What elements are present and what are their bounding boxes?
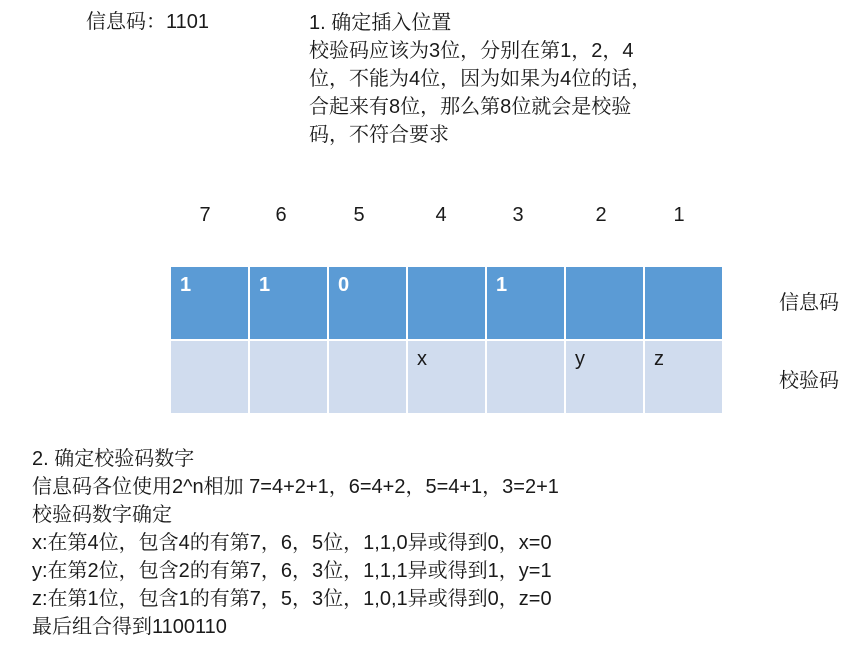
info-bit-cell bbox=[565, 267, 644, 340]
step2-line: 校验码数字确定 bbox=[32, 504, 172, 526]
check-bit-value bbox=[250, 341, 327, 347]
step1-line: 校验码应该为3位，分别在第1，2，4 bbox=[309, 40, 634, 62]
check-bits-row bbox=[171, 340, 722, 413]
step1-text-block bbox=[309, 9, 709, 149]
step1-line: 位，不能为4位，因为如果为4位的话， bbox=[309, 68, 652, 90]
step2-heading: 2. 确定校验码数字 bbox=[32, 448, 195, 470]
info-bit-value bbox=[645, 267, 722, 273]
check-bit-value bbox=[487, 341, 564, 347]
step2-line: 信息码各位使用2^n相加 7=4+2+1，6=4+2，5=4+1，3=2+1 bbox=[32, 476, 559, 498]
step2-line: z:在第1位，包含1的有第7，5，3位，1,0,1异或得到0，z=0 bbox=[32, 588, 552, 610]
info-code-title: 信息码：1101 bbox=[86, 11, 210, 33]
info-bit-cell bbox=[249, 267, 328, 340]
bit-position-label: 2 bbox=[595, 204, 607, 226]
check-bit-cell bbox=[407, 340, 486, 413]
check-bit-cell bbox=[486, 340, 565, 413]
hamming-code-table bbox=[171, 267, 722, 413]
check-bit-cell bbox=[249, 340, 328, 413]
bit-position-row bbox=[0, 202, 867, 228]
info-row-label: 信息码 bbox=[779, 292, 839, 314]
check-row-label: 校验码 bbox=[779, 370, 839, 392]
info-bit-cell bbox=[486, 267, 565, 340]
step1-heading: 1. 确定插入位置 bbox=[309, 12, 452, 34]
check-bit-value bbox=[171, 341, 248, 347]
step2-line: x:在第4位，包含4的有第7，6，5位，1,1,0异或得到0，x=0 bbox=[32, 532, 552, 554]
bit-position-label: 7 bbox=[199, 204, 211, 226]
step2-text-block bbox=[32, 445, 559, 641]
check-bit-cell bbox=[644, 340, 722, 413]
info-bit-cell bbox=[644, 267, 722, 340]
info-bit-value bbox=[566, 267, 643, 273]
step1-line: 码，不符合要求 bbox=[309, 124, 449, 146]
bit-position-label: 3 bbox=[512, 204, 524, 226]
step2-line: y:在第2位，包含2的有第7，6，3位，1,1,1异或得到1，y=1 bbox=[32, 560, 552, 582]
info-bit-value: 1 bbox=[496, 274, 508, 296]
info-bit-cell bbox=[171, 267, 249, 340]
step1-line: 合起来有8位，那么第8位就会是校验 bbox=[309, 96, 632, 118]
info-bit-value: 1 bbox=[180, 274, 192, 296]
info-bits-row bbox=[171, 267, 722, 340]
step2-line: 最后组合得到1100110 bbox=[32, 616, 227, 638]
bit-position-label: 4 bbox=[435, 204, 447, 226]
info-bit-cell bbox=[407, 267, 486, 340]
check-bit-cell bbox=[328, 340, 407, 413]
check-bit-cell bbox=[171, 340, 249, 413]
bit-position-label: 6 bbox=[275, 204, 287, 226]
info-bit-value: 1 bbox=[259, 274, 271, 296]
check-bit-value bbox=[329, 341, 406, 347]
check-bit-value: y bbox=[575, 348, 585, 370]
bit-position-label: 1 bbox=[673, 204, 685, 226]
check-bit-value: x bbox=[417, 348, 427, 370]
info-bit-cell bbox=[328, 267, 407, 340]
bit-position-label: 5 bbox=[353, 204, 365, 226]
check-bit-cell bbox=[565, 340, 644, 413]
info-bit-value: 0 bbox=[338, 274, 350, 296]
info-bit-value bbox=[408, 267, 485, 273]
check-bit-value: z bbox=[654, 348, 664, 370]
